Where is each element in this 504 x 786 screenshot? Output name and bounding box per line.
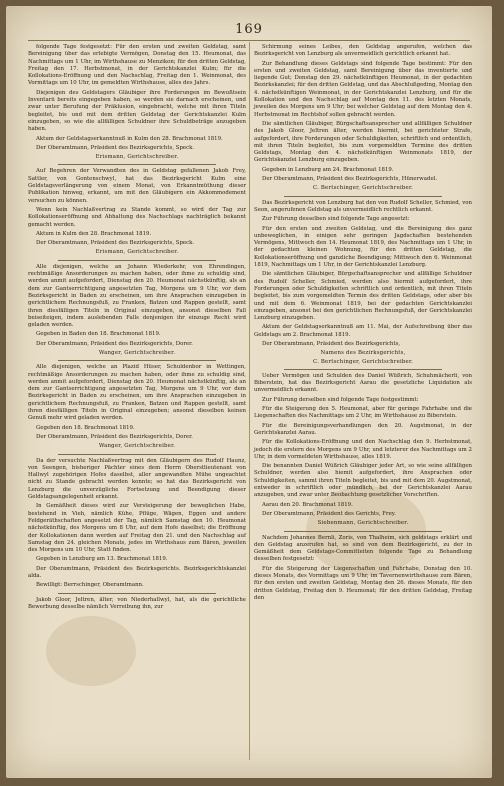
column-divider [249,42,250,760]
paragraph: folgende Tage festgesetzt: Für den ersten und zweiten Geldstag, samt Bereinigung über das erlebigte Vermögen, Donstag den 15. Heumonat, das Nachmittags um 1 Uhr, im Wirthshause zu Menzikon; für den dritten Geldstag, Freitag den 17. Herbstmonat, in der Gerichtskanzlei Kulm; für die Kollokations-Eröffnung und den Nachschlag, Freitag den 1. Weinmonat, des Vormittags um 10 Uhr, im gemeldten Wirthshause, alles des Jahrs. [28,44,246,87]
paragraph: Der Oberamtmann, Präsident des Bezirksgerichts. Bezirksgerichtskanzlei alda. [28,565,246,579]
paper-stain [46,616,136,686]
page-number: 169 [235,22,263,37]
paragraph: Gegeben den 18. Brachmonat 1819. [36,424,135,431]
paragraph: Gegeben in Lenzburg am 24. Brachmonat 1819. [262,166,394,173]
section-separator [284,369,442,370]
paragraph: Alle diejenigen, welche an Plazid Hüser, Schuldenbor in Wettingen, rechtmäßige Ansorderungen zu machen haben, oder ihme zu schuldig sind, werden anmit aufgefordert, Dienstag den 20. Heumonat nächstkünftig, als an dem zur Gantserrichtigung angesetzten Tag, Morgens um 9 Uhr, vor dem Bezirksgericht in Baden zu erscheinen, um ihre Ansprachen einzugeben in gerichtlichem Rechnungsfuß, zu Franken, Batzen und Rappen gestellt, samt ihren diesfälligen Titeln in Original einzugeben; ansonst dieselben keinen Genuß mehr wird geladen werden. [28,364,246,422]
section-separator [58,164,216,165]
paragraph: Wenn kein Nachlaßvertrag zu Stande kommt, so wird der Tag zur Kollokationseröffnung und Abhaltung des Nachschlags nachträglich bekannt gemacht werden. [28,206,246,228]
paragraph: Der Oberamtmann, Präsident des Bezirksgerichts, [262,340,401,347]
paragraph: Zur Führung desselben sind folgende Tage angesetzt: [262,216,410,223]
paragraph: Der Oberamtmann, Präsident des Bezirksgerichts, Hünerwadel. [262,176,438,183]
section-separator [284,531,442,532]
paragraph: Für die Steigerung den 5. Heumonat, aber für geringe Fahrhabe und die Liegenschaften des Nachmittags um 2 Uhr, im Wirthshause zu Biberstein. [254,406,472,420]
paragraph: Da der versuchte Nachlaßvertrag mit den Gläubigern des Rudolf Haunz, von Seengen, bisheriger Pächter eines dem Herrn Oberstlieutenant von Hallwyl zugehörigen Hofes daselbst, aller angewandten Mühe ungeachtet nicht zu Stande gebracht werden konnte; so hat das Bezirksgericht von Lenzburg die unverzügliche Fortsetzung und Beendigung dieser Geldstagsangelegenheit erkannt. [28,457,246,501]
signature-line: Erismann, Gerichtschreiber. [95,154,179,161]
paragraph: Der Oberamtmann, Präsident des Gerichts, Frey. [262,510,396,517]
paragraph: Der Oberamtmann, Präsident des Bezirksgerichts, Speck. [36,240,195,247]
paragraph: Aktum der Geldstagserkanntnuß in Kulm den 28. Brachmonat 1819. [36,135,223,142]
signature-line: Erismann, Gerichtschreiber. [95,249,179,256]
paragraph: Aktum der Geldstagserkanntnuß am 11. Mai, der Aufschreibung über das Geldstags am 2. Brachmonat 1819. [254,324,472,338]
paragraph: Für die Bereinigungsverhandlungen den 20. Augstmonat, in der Gerichtskanzlei Aarau. [254,422,472,436]
paragraph: Aarau den 20. Brachmonat 1819. [262,501,353,508]
left-column [28,44,246,613]
document-page [6,6,492,778]
signature-line: Siebenmann, Gerichtschreiber. [317,520,409,527]
section-separator [58,593,216,594]
section-separator [284,196,442,197]
signature-line: C. Bertschinger, Gerichtschreiber. [312,185,414,192]
paragraph: Nachdem Johannes Bernli, Zoris, von Thalheim, sich geldstags erklärt und den Geldstag anzerufen hat, so sind von dem Bezirksgericht, zu der in Gemäßheit dem Geldstags-Committeiten folgende Tage zu Behandlung desselben festgesetzt: [254,534,472,563]
section-separator [58,360,216,361]
paragraph: Die benannten Daniel Wüßrich Gläubiger jeder Art, so wie seine allfälligen Schuldner, werden also hiemit aufgefordert, ihre Ansprachen oder Schuldigkeiten, sammt ihren Titeln begleitet, bis und mit dem 20. Augstmonat, entweder in schriftlich oder mündlich, bei der Gerichtskanzlei Aarau anzugeben, und zwar unter Beobachtung gesetzlicher Vorschriften. [254,463,472,499]
signature-line: Namens des Bezirksgerichts, [320,350,406,357]
paragraph: Bewilligt: Berrschinger, Oberamtmann. [36,582,144,589]
signature-line: Wanger, Gerichtschreiber. [98,443,176,450]
signature-line: Wanger, Gerichtschreiber. [98,349,176,356]
signature-line: C. Bertschinger, Gerichtschreiber. [312,358,414,365]
paragraph: Der Oberamtmann, Präsident des Bezirksgerichts, Speck. [36,144,195,151]
paragraph: Der Oberamtmann, Präsident des Bezirksgerichts, Dorer. [36,433,193,440]
paragraph: Alle diejenigen, welche an Johann Wiederkehr, von Ehrendingen, rechtmäßige Ansorderungen zu machen haben, oder ihme zu schuldig sind, werden anmit aufgefordert, Dienstag den 20. Heumonat nächstkünftig, als an dem zur Gantserrichtigung angesetzten Tag, Morgens um 9 Uhr, vor dem Bezirksgericht in Baden zu erscheinen, um ihre Ansprachen einzugeben in gerichtlichem Rechnungsfuß, zu Franken, Batzen und Rappen gestellt, samt ihren diesfälligen Titeln in Original einzugeben, ansonst dieselben Fall beiseiteigen, indem auslebenden Falls denjenigen ihr einzuge Recht wird geladen werden. [28,263,246,329]
paragraph: Schirmung seines Leibes, den Geldstag angerufen, welchen das Bezirksgericht von Lenzburg als unvermeidlich gerichtlich erkannt hat. [254,44,472,58]
section-separator [58,260,216,261]
right-column [254,44,472,604]
paragraph: Diejenigen des Geldstagers Gläubiger ihre Forderungen im Bewußtsein Inventarii bereits eingegeben haben, so werden sie darnach erscheinen, und zwar unter Berufung der Präklusion, eingebracht, welche mit ihren Titeln begleitet, bis und mit dem dritten Geldstag der Gerichtskanzlei Kulm einzugeben, so wie die allfälligen Schuldner ihre Schuldbeträge anzugeben haben. [28,89,246,133]
paragraph: Für die Kollokations-Eröffnung und den Nachschlag den 9. Herbstmonat, jedoch die erstern des Morgens um 9 Uhr, und letzterer des Nachmittags um 2 Uhr, in dem vormeldeten Wirthshause, alles 1819. [254,439,472,460]
paragraph: Das Bezirksgericht von Lenzburg hat den von Rudolf Scheller, Schmied, von Seon, angerufenen Geldstag als unvermeidlich rechtlich erkannt. [254,199,472,213]
paragraph: Gegeben in Baden den 18. Brachmonat 1819. [36,331,161,338]
paragraph: Für die Steigerung der Liegenschaften und Fahrhabe, Donstag den 10. dieses Monats, des Vormittags um 9 Uhr, im Tavernenwirthshause zum Bären, für den ersten und zweiten Geldstag, Montag den 26. dieses Monats, für den dritten Geldstag, Freitag den 9. Heumonat; für den dritten Geldstag, Freitag den [254,565,472,601]
section-separator [58,454,216,455]
paragraph: Der Oberamtmann, Präsident des Bezirksgerichts, Dorer. [36,340,193,347]
paragraph: Auf Begehren der Verwandten des in Geldstag gefallenen Jakob Frey, Sattler, von Gontenschwyl, hat das Bezirksgericht Kulm eine Geldstagsverlängerung von einem Monat, von Erkanntmüthung dieser Publikation hinweg, erkannt, um mit den Gläubigern ein Akkommodement versuchen zu können. [28,168,246,204]
paragraph: Aktum in Kulm den 28. Brachmonat 1819. [36,230,152,237]
paragraph: Ueber Vermögen und Schulden des Daniel Wüßrich, Schuhmächerli, von Biberstein, hat das Bezirksgericht Aarau die gesetzliche Liquidation als unvermeidlich erkannt. [254,372,472,394]
paragraph: Für den ersten und zweiten Geldstag, und die Bereinigung des ganz unbeweglichen, in einigen sehr geringen Jagdschaften bestehenden Vermögens, Mittwoch den 14. Heumonat 1819, des Nachmittags um 1 Uhr, in der gedachten kleinen Wohnung, für den dritten Geldstag, die Kollokationseröffnung und ganzliche Beendigung; Mittwoch den 6. Weinmonat 1819, Nachmittags um 1 Uhr, in der Gerichtskanzlei Lenzburg. [254,225,472,269]
paragraph: Die sämtlichen Gläubiger, Bürgschaftsansprecher und allfälligen Schuldner des Jakob Gloor, Jeltren älter, werden hiermit, bei gerichteter Strafe, aufgefordert, ihre Forderungen oder Schuldigkeiten, schriftlich und ordentlich, mit ihren Titeln begleitet, bis zum vorgemeldten Termine des dritten Geldstags, Montag den 4. nächstkünftigen Weinmonats 1819, der Gerichtskanzlei Lenzburg einzugeben. [254,120,472,164]
paragraph: Jakob Gloor, Jeltren, älter, von Niederhallwyl, hat, als die gerichtliche Bewerbung desselbe nämlich Verreibung ihn, zur [28,596,246,610]
paragraph: Zur Führung derselben sind folgende Tage festgestimmt: [262,396,419,403]
header-rule [28,40,470,41]
paragraph: Die sämtlichen Gläubiger, Bürgschaftsansprecher und allfällige Schuldner des Rudolf Scheller, Schmied, werden also hiermit aufgefordert, ihre Forderungen oder Schuldigkeiten schriftlich und ordentlich, mit ihren Titeln begleitet, bis zum vorgemeldten Termin des dritten Geldstags, oder aber bis und mit dem 6. Weinmonat 1819, bei der gedachten Gerichtskanzlei einzugeben, ansonst bei den gerichtlichen Rechnungsfuß, der Gerichtskanzlei Lenzburg einzugeben. [254,271,472,322]
paragraph: Gegeben in Lenzburg am 13. Brachmonat 1819. [36,556,168,563]
paragraph: Zur Behandlung dieses Geldstags sind folgende Tage bestimmt: Für den ersten und zweiten Geldstag, samt Bereinigung über das inventierte und liegende Gut; Donstag den 29. nächstkünftigen Heumonat, in der gedachten Bezirkskanzlei; für den dritten Geldstag, und das Abschlußgeding, Montag den 4. nächstkünftigen Weinmonat, in der Gerichtskanzlei Lenzburg, und für die Kollokation und den Nachschlag auf Montag den 11. des letzten Monats, jeweilen des Morgens um 9 Uhr; bei welcher Geldstag auf dem Montag den 4. Herbstmonat im Rechtshof sollen gebracht werden. [254,60,472,118]
paragraph: In Gemäßheit dieses wird zur Versteigerung der beweglichen Habe, bestehend in Vieh, nämlich Kühe, Pflüge, Wägen, Eggen und andere Feldgeräthschaften angesetzt der Tag, nämlich Samstag den 10. Heumonat nächstkünftig, des Morgens um 8 Uhr, auf dem Hofe daselbst; die Eröffnung der Kollokationen dann werden auf Freitag den 21. und den Nachschlag auf Samstag den 24. gleichen Monats, jedes im Wirthshaus zum Bären, jeweilen des Morgens um 10 Uhr, Statt finden. [28,503,246,554]
